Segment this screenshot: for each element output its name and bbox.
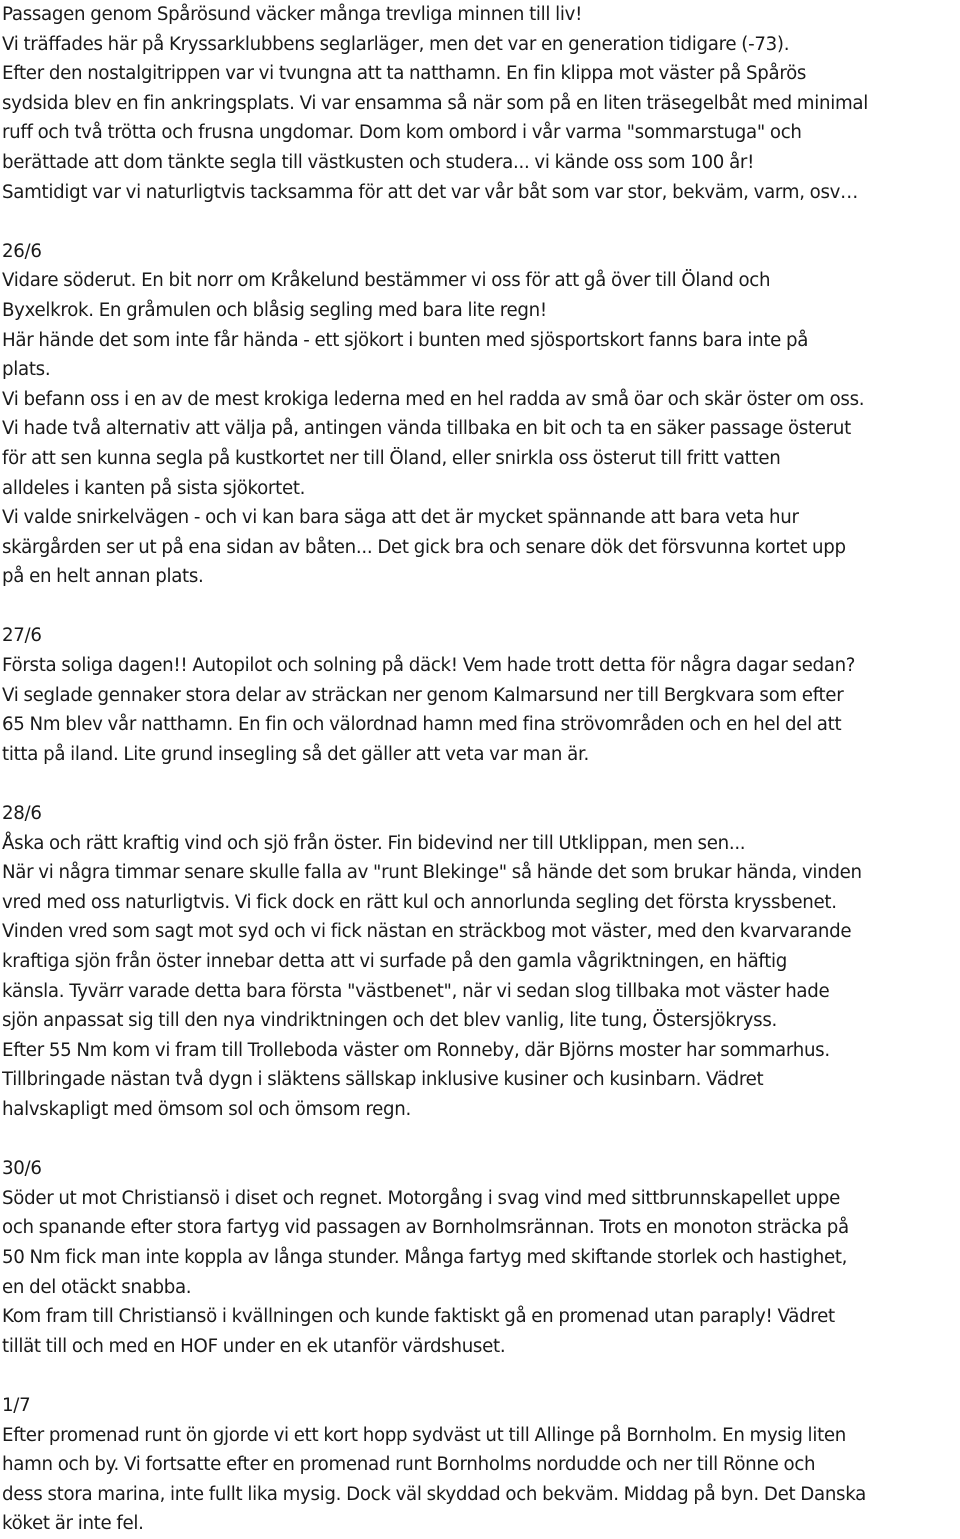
text-line: 65 Nm blev vår natthamn. En fin och välordnad hamn med fina strövområden och en hel del att	[2, 714, 842, 736]
text-line: på en helt annan plats.	[2, 566, 204, 588]
text-line: 50 Nm fick man inte koppla av långa stunder. Många fartyg med skiftande storlek och hastighet,	[2, 1246, 848, 1268]
text-line: känsla. Tyvärr varade detta bara första "västbenet", när vi sedan slog tillbaka mot väster hade	[2, 980, 830, 1002]
entry-28-6	[2, 799, 960, 1125]
text-line: Vi hade två alternativ att välja på, antingen vända tillbaka en bit och ta en säker passage österut	[2, 418, 851, 440]
text-line: Vi valde snirkelvägen - och vi kan bara säga att det är mycket spännande att bara veta hur	[2, 507, 799, 529]
entry-26-6	[2, 237, 960, 592]
text-line: och spanande efter stora fartyg vid passagen av Bornholmsrännan. Trots en monoton sträcka på	[2, 1217, 849, 1239]
paragraph-gap	[2, 592, 960, 622]
text-line: Vi seglade gennaker stora delar av sträckan ner genom Kalmarsund ner till Bergkvara som efter	[2, 684, 844, 706]
text-line: När vi några timmar senare skulle falla av "runt Blekinge" så hände det som brukar hända, vinden	[2, 862, 862, 884]
paragraph-gap	[2, 207, 960, 237]
text-line: tillät till och med en HOF under en ek utanför värdshuset.	[2, 1335, 506, 1357]
text-line: Passagen genom Spårösund väcker många trevliga minnen till liv!	[2, 4, 583, 25]
text-line: Samtidigt var vi naturligtvis tacksamma för att det var vår båt som var stor, bekväm, varm, osv…	[2, 181, 859, 203]
entry-date: 1/7	[2, 1394, 31, 1416]
entry-1-7	[2, 1391, 960, 1539]
text-line: Söder ut mot Christiansö i diset och regnet. Motorgång i svag vind med sittbrunnskapellet uppe	[2, 1187, 841, 1209]
text-line: Byxelkrok. En gråmulen och blåsig segling med bara lite regn!	[2, 299, 547, 321]
text-line: kraftiga sjön från öster innebar detta att vi surfade på den gamla vågriktningen, en häftig	[2, 951, 788, 972]
text-line: en del otäckt snabba.	[2, 1276, 192, 1298]
paragraph-gap	[2, 769, 960, 799]
text-line: för att sen kunna segla på kustkortet ner till Öland, eller snirkla oss österut till fritt vatten	[2, 447, 781, 469]
text-line: Efter den nostalgitrippen var vi tvungna att ta natthamn. En fin klippa mot väster på Spårös	[2, 63, 807, 85]
entry-date: 28/6	[2, 803, 42, 825]
text-line: Efter 55 Nm kom vi fram till Trolleboda väster om Ronneby, där Björns moster har sommarhus.	[2, 1039, 830, 1061]
entry-27-6	[2, 621, 960, 769]
paragraph-gap	[2, 1361, 960, 1391]
entry-date: 27/6	[2, 625, 42, 647]
text-line: Efter promenad runt ön gjorde vi ett kort hopp sydväst ut till Allinge på Bornholm. En mysig liten	[2, 1424, 847, 1446]
text-line: Åska och rätt kraftig vind och sjö från öster. Fin bidevind ner till Utklippan, men sen...	[2, 832, 746, 854]
text-line: köket är inte fel.	[2, 1513, 144, 1535]
text-line: Kom fram till Christiansö i kvällningen och kunde faktiskt gå en promenad utan paraply! Vädret	[2, 1306, 835, 1328]
text-line: Vinden vred som sagt mot syd och vi fick nästan en sträckbog mot väster, med den kvarvarande	[2, 921, 852, 943]
text-line: Vi träffades här på Kryssarklubbens seglarläger, men det var en generation tidigare (-73).	[2, 33, 790, 55]
text-line: Tillbringade nästan två dygn i släktens sällskap inklusive kusiner och kusinbarn. Vädret	[2, 1069, 764, 1091]
text-line: sydsida blev en fin ankringsplats. Vi var ensamma så när som på en liten träsegelbåt med minimal	[2, 92, 868, 114]
text-line: plats.	[2, 359, 51, 381]
text-line: ruff och två trötta och frusna ungdomar. Dom kom ombord i vår varma "sommarstuga" och	[2, 122, 802, 144]
text-line: sjön anpassat sig till den nya vindriktningen och det blev vanlig, lite tung, Östersjökryss.	[2, 1010, 777, 1032]
entry-date: 30/6	[2, 1158, 42, 1180]
text-line: Här hände det som inte får hända - ett sjökort i bunten med sjösportskort fanns bara inte på	[2, 329, 809, 351]
text-line: dess stora marina, inte fullt lika mysig. Dock väl skyddad och bekväm. Middag på byn. Det Danska	[2, 1483, 866, 1505]
text-line: alldeles i kanten på sista sjökortet.	[2, 477, 306, 499]
entry-date: 26/6	[2, 240, 42, 262]
text-line: berättade att dom tänkte segla till västkusten och studera... vi kände oss som 100 år!	[2, 151, 755, 173]
text-line: halvskapligt med ömsom sol och ömsom regn.	[2, 1098, 411, 1120]
intro-section	[2, 0, 960, 207]
text-line: Första soliga dagen!! Autopilot och solning på däck! Vem hade trott detta för några dagar sedan?	[2, 655, 856, 677]
text-line: vred med oss naturligtvis. Vi fick dock en rätt kul och annorlunda segling det första kryssbenet.	[2, 891, 837, 913]
text-line: titta på iland. Lite grund insegling så det gäller att veta var man är.	[2, 743, 589, 765]
text-line: Vidare söderut. En bit norr om Kråkelund bestämmer vi oss för att gå över till Öland och	[2, 270, 771, 292]
text-line: skärgården ser ut på ena sidan av båten... Det gick bra och senare dök det försvunna kortet upp	[2, 536, 846, 558]
text-line: Vi befann oss i en av de mest krokiga lederna med en hel radda av små öar och skär öster om oss.	[2, 388, 865, 410]
text-line: hamn och by. Vi fortsatte efter en promenad runt Bornholms nordudde och ner till Rönne och	[2, 1454, 816, 1476]
entry-30-6	[2, 1154, 960, 1361]
paragraph-gap	[2, 1125, 960, 1155]
